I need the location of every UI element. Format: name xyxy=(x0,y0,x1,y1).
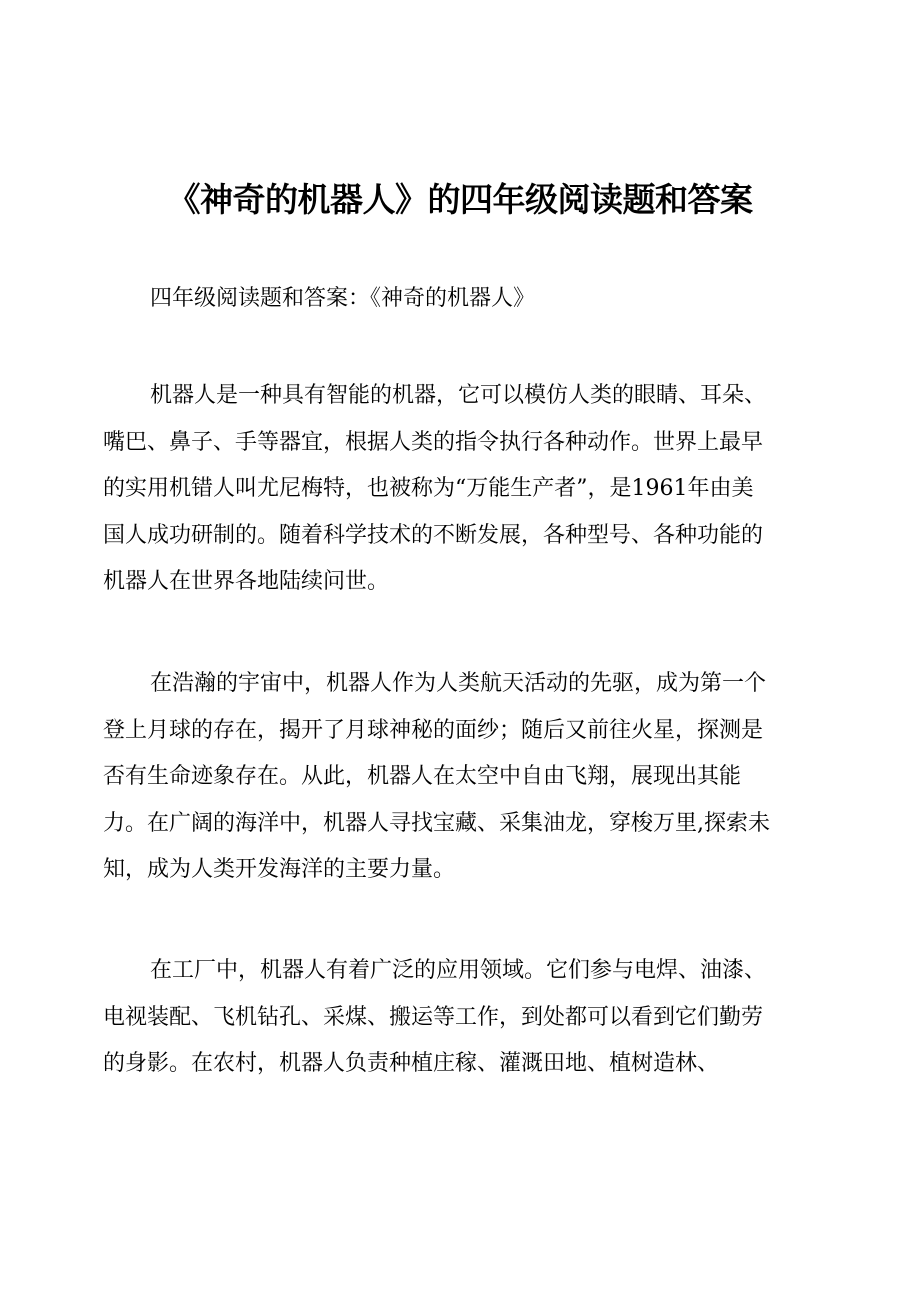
paragraph-line: 机器人是一种具有智能的机器，它可以模仿人类的眼睛、耳朵、 xyxy=(150,383,767,408)
paragraph-line: 国人成功研制的。随着科学技术的不断发展，各种型号、各种功能的 xyxy=(103,522,764,548)
paragraph-line: 电视装配、飞机钻孔、采煤、搬运等工作，到处都可以看到它们勤劳 xyxy=(103,1004,764,1030)
document-title: 《神奇的机器人》的四年级阅读题和答案 xyxy=(167,180,753,219)
paragraph-line: 在浩瀚的宇宙中，机器人作为人类航天活动的先驱，成为第一个 xyxy=(150,671,767,696)
paragraph-line: 的实用机错人叫尤尼梅特，也被称为“万能生产者”，是1961年由美 xyxy=(103,476,754,501)
paragraph-line: 嘴巴、鼻子、手等器宜，根据人类的指令执行各种动作。世界上最早 xyxy=(103,429,764,455)
paragraph-line: 机器人在世界各地陆续问世。 xyxy=(103,569,390,594)
paragraph-line: 登上月球的存在，揭开了月球神秘的面纱；随后又前往火星，探测是 xyxy=(103,717,764,743)
document-subtitle: 四年级阅读题和答案：《神奇的机器人》 xyxy=(150,286,536,311)
paragraph-line: 否有生命迹象存在。从此，机器人在太空中自由飞翔，展现出其能 xyxy=(103,764,742,789)
paragraph-robot-factory-farm xyxy=(103,948,823,1088)
paragraph-line: 在工厂中，机器人有着广泛的应用领域。它们参与电焊、油漆、 xyxy=(150,958,767,983)
paragraph-robot-intro xyxy=(103,373,823,606)
paragraph-line: 知，成为人类开发海洋的主要力量。 xyxy=(103,857,456,882)
paragraph-line: 的身影。在农村，机器人负责种植庄稼、灌溉田地、植树造林、 xyxy=(103,1051,720,1076)
paragraph-line: 力。在广阔的海洋中，机器人寻找宝藏、采集油龙，穿梭万里,探索未 xyxy=(103,810,770,836)
paragraph-robot-space-ocean xyxy=(103,661,823,894)
